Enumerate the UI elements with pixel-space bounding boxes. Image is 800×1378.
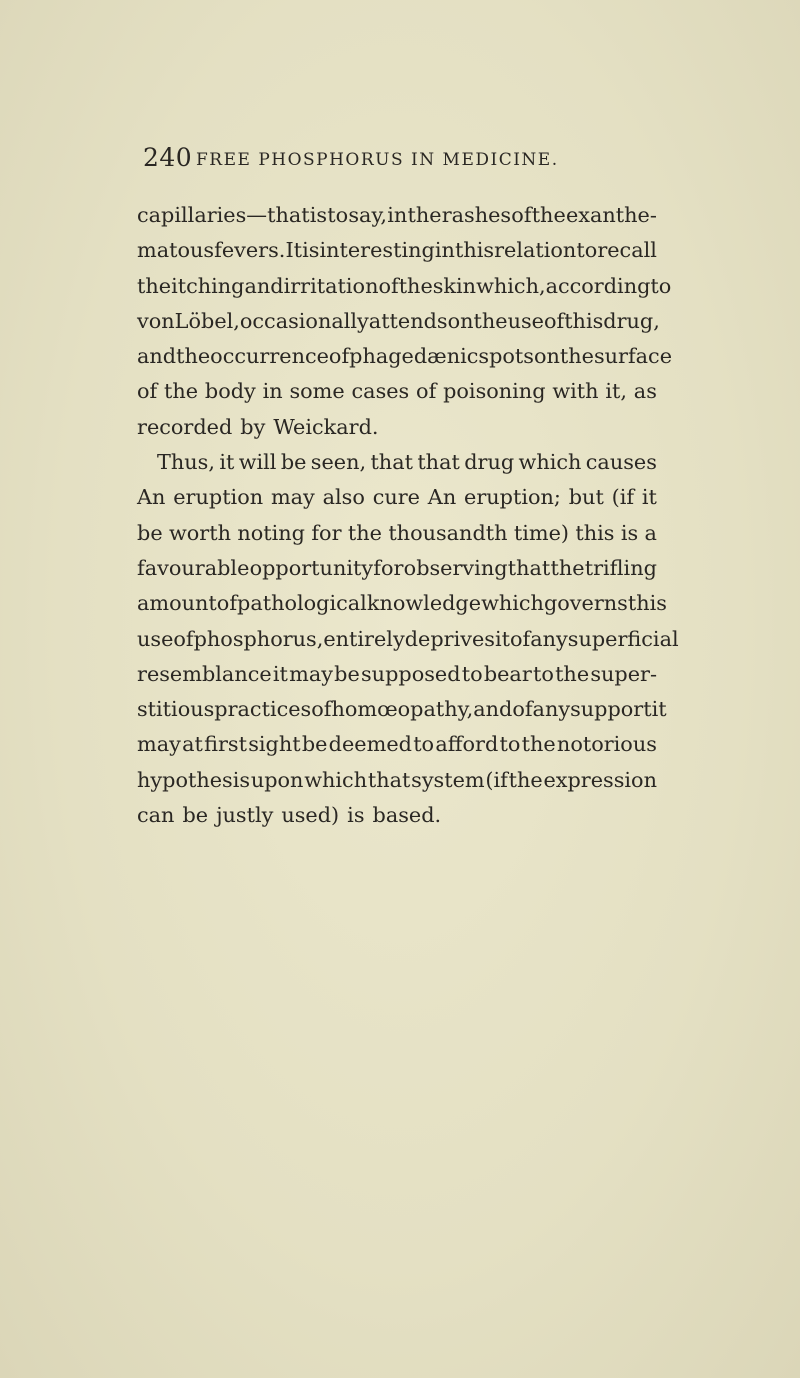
word: superficial (567, 626, 679, 651)
word: surface (593, 344, 673, 369)
word: upon (250, 767, 304, 792)
word: the (347, 520, 382, 545)
body-text (137, 198, 679, 833)
word: be (137, 520, 163, 545)
word: eruption (173, 485, 264, 510)
word: the (555, 661, 590, 686)
text-line (137, 622, 679, 657)
word: a (644, 520, 657, 545)
word: stitious (137, 697, 215, 722)
word: it, (605, 379, 627, 404)
word: deprives (404, 626, 495, 651)
text-line (137, 198, 657, 233)
word: be (301, 732, 328, 757)
word: be (280, 450, 307, 475)
word: say, (348, 203, 388, 227)
word: the (473, 308, 508, 333)
word: of (416, 379, 437, 404)
text-line (137, 480, 657, 515)
word: phosphorus, (193, 626, 324, 651)
word: sight (248, 732, 301, 757)
word: drug, (603, 308, 660, 333)
word: that (367, 767, 411, 792)
word: deemed (328, 732, 412, 757)
word: be (334, 661, 360, 686)
word: it (219, 450, 235, 475)
word: that (417, 450, 460, 475)
word: which (518, 450, 582, 475)
word: of (328, 344, 350, 369)
word: some (289, 379, 345, 404)
word: fevers. (214, 238, 286, 263)
word: is (620, 520, 639, 545)
word: to (413, 732, 435, 757)
word: It (285, 238, 303, 263)
word: with (552, 379, 599, 404)
word: justly (216, 803, 274, 828)
word: phagedænic (349, 344, 479, 369)
word: on (447, 308, 474, 333)
word: cases (351, 379, 410, 404)
word: used) (281, 803, 340, 828)
word: may (270, 485, 315, 510)
word: first (204, 732, 247, 757)
word: of (510, 626, 531, 651)
word: in (434, 238, 455, 263)
word: it (651, 697, 667, 722)
word: use (507, 308, 544, 333)
text-line (137, 304, 660, 339)
word: to (650, 273, 672, 298)
word: recall (597, 238, 657, 263)
text-line (137, 269, 672, 304)
word: noting (237, 520, 305, 545)
word: is (302, 238, 320, 263)
word: attends (368, 308, 448, 333)
word: the (521, 732, 556, 757)
word: occasionally (239, 308, 369, 333)
word: this (564, 308, 604, 333)
word: of (311, 697, 332, 722)
word: it (641, 485, 657, 510)
text-line (137, 692, 667, 727)
word: of (543, 308, 565, 333)
running-title: FREE PHOSPHORUS IN MEDICINE. (196, 150, 559, 170)
word: resemblance (137, 661, 272, 686)
text-line (137, 798, 657, 833)
word: worth (168, 520, 231, 545)
word: and (244, 273, 284, 298)
word: irritation (283, 273, 379, 298)
word: interesting (319, 238, 435, 263)
word: in (387, 203, 408, 227)
word: of (378, 273, 399, 298)
word: amount (137, 591, 217, 616)
word: that (507, 555, 551, 580)
word: be (182, 803, 209, 828)
word: skin (432, 273, 477, 298)
word: occurrence (210, 344, 329, 369)
word: for (373, 555, 404, 580)
word: use (137, 626, 174, 651)
word: the (164, 379, 199, 404)
word: and (473, 697, 513, 722)
word: as (633, 379, 657, 404)
word: according (545, 273, 651, 298)
word: Weickard. (273, 414, 379, 439)
word: afford (435, 732, 499, 757)
text-line (137, 445, 657, 480)
word: cure (372, 485, 420, 510)
word: the (398, 273, 433, 298)
word: practices (214, 697, 312, 722)
word: (if (485, 767, 508, 792)
word: which (304, 767, 368, 792)
word: expression (543, 767, 657, 792)
word: by (240, 414, 266, 439)
word: may (289, 661, 333, 686)
word: at (182, 732, 203, 757)
word: capillaries—that (137, 203, 310, 227)
word: homœopathy, (331, 697, 474, 722)
word: trifling (584, 555, 657, 580)
word: eruption; (464, 485, 561, 510)
word: the (531, 203, 566, 227)
word: to (532, 661, 554, 686)
word: it (272, 661, 288, 686)
word: can (137, 803, 175, 828)
word: to (327, 203, 349, 227)
word: the (407, 203, 442, 227)
word: support (570, 697, 652, 722)
text-line (137, 763, 657, 798)
word: (if (611, 485, 635, 510)
text-line (137, 551, 657, 586)
text-line (137, 657, 657, 692)
word: this (575, 520, 615, 545)
word: it (494, 626, 510, 651)
word: for (311, 520, 342, 545)
word: the (508, 767, 543, 792)
word: on (533, 344, 560, 369)
page-number: 240 (143, 143, 193, 172)
word: pathological (237, 591, 367, 616)
word: any (532, 697, 571, 722)
word: in (262, 379, 283, 404)
word: body (204, 379, 256, 404)
word: super- (590, 661, 657, 686)
word: the (137, 273, 172, 298)
word: will (238, 450, 277, 475)
word: poisoning (443, 379, 546, 404)
word: relation (494, 238, 577, 263)
word: Löbel, (174, 308, 240, 333)
word: of (216, 591, 238, 616)
word: to (461, 661, 483, 686)
word: thousandth (388, 520, 508, 545)
word: opportunity (249, 555, 374, 580)
word: the (176, 344, 211, 369)
word: supposed (361, 661, 461, 686)
word: observing (403, 555, 508, 580)
word: also (322, 485, 365, 510)
word: this (627, 591, 667, 616)
word: to (499, 732, 521, 757)
word: any (530, 626, 568, 651)
word: rashes (441, 203, 512, 227)
word: drug (464, 450, 515, 475)
word: but (568, 485, 604, 510)
word: seen, (310, 450, 367, 475)
text-line (137, 727, 657, 762)
word: recorded (137, 414, 233, 439)
word: this (454, 238, 495, 263)
word: the (559, 344, 594, 369)
word: knowledge (366, 591, 482, 616)
word: system (411, 767, 485, 792)
word: which (481, 591, 544, 616)
word: An (137, 485, 166, 510)
word: entirely (323, 626, 405, 651)
word: which, (476, 273, 546, 298)
text-line (137, 516, 657, 551)
word: may (137, 732, 181, 757)
word: exanthe- (565, 203, 657, 227)
text-line (137, 586, 667, 621)
word: governs (543, 591, 628, 616)
word: and (137, 344, 177, 369)
text-line (137, 374, 657, 409)
word: is (309, 203, 328, 227)
word: favourable (137, 555, 250, 580)
word: hypothesis (137, 767, 251, 792)
word: bear (483, 661, 532, 686)
word: An (427, 485, 457, 510)
word: of (173, 626, 194, 651)
running-head (143, 143, 663, 183)
word: to (576, 238, 598, 263)
word: itching (171, 273, 245, 298)
word: Thus, (157, 450, 215, 475)
word: based. (372, 803, 442, 828)
text-line (137, 233, 657, 268)
text-line (137, 339, 673, 374)
word: is (347, 803, 365, 828)
word: of (137, 379, 158, 404)
word: von (137, 308, 175, 333)
word: causes (585, 450, 657, 475)
word: the (550, 555, 585, 580)
word: that (370, 450, 413, 475)
word: of (511, 203, 532, 227)
word: of (512, 697, 533, 722)
text-line (137, 410, 657, 445)
word: spots (478, 344, 534, 369)
word: notorious (556, 732, 657, 757)
word: time) (513, 520, 570, 545)
word: matous (137, 238, 215, 263)
